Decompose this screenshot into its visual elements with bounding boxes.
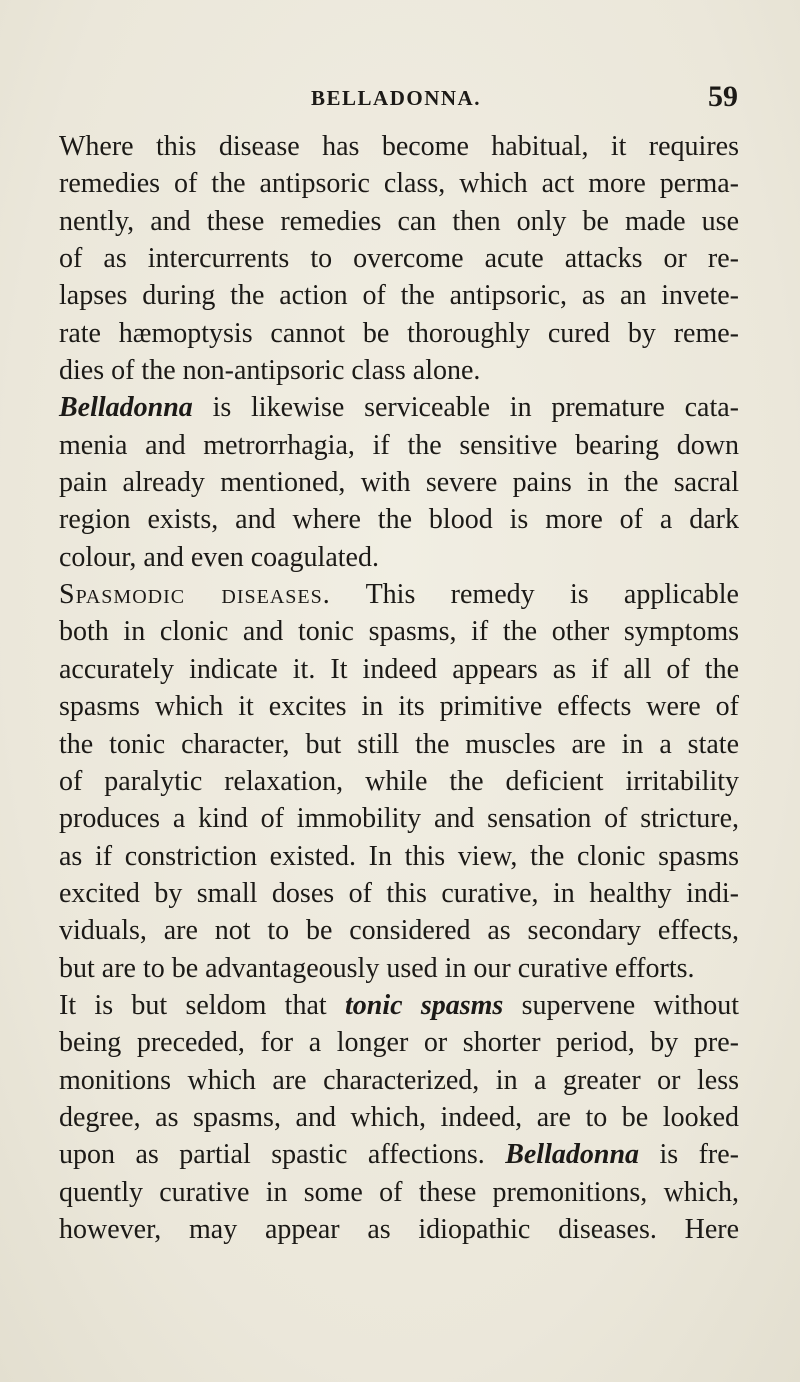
text-line (59, 987, 739, 1024)
running-title: BELLADONNA. (311, 86, 481, 110)
text-fragment: This remedy is applicable (330, 579, 739, 611)
text-line: dies of the non-antipsoric class alone. (59, 355, 481, 387)
text-line: as if constriction existed. In this view, the clonic spasms (59, 840, 739, 872)
text-fragment: is likewise serviceable in premature cata- (192, 392, 739, 424)
italic-term: Belladonna (505, 1139, 640, 1171)
text-line: pain already mentioned, with severe pains in the sacral (59, 467, 739, 499)
text-line: the tonic character, but still the muscles are in a state (59, 728, 739, 760)
text-line: lapses during the action of the antipsoric, as an invete- (59, 280, 739, 312)
italic-term: tonic spasms (344, 989, 504, 1021)
text-line (59, 389, 739, 426)
text-line (59, 576, 739, 613)
text-line: however, may appear as idiopathic diseases. Here (59, 1213, 739, 1245)
page-header (0, 80, 800, 118)
text-line: both in clonic and tonic spasms, if the other symptoms (59, 616, 739, 648)
text-line: of paralytic relaxation, while the deficient irritability (59, 765, 739, 797)
text-line: of as intercurrents to overcome acute attacks or re- (59, 243, 739, 275)
text-fragment: is fre- (639, 1139, 739, 1171)
page-number: 59 (708, 80, 738, 113)
text-fragment: It is but seldom that (59, 989, 345, 1021)
text-line: accurately indicate it. It indeed appears as if all of the (59, 653, 739, 685)
text-line: being preceded, for a longer or shorter period, by pre- (59, 1027, 739, 1059)
text-line (59, 1136, 739, 1173)
italic-term: Belladonna (59, 392, 193, 424)
text-fragment: upon as partial spastic affections. (59, 1139, 506, 1171)
text-line: region exists, and where the blood is more of a dark (59, 504, 739, 536)
text-line: menia and metrorrhagia, if the sensitive bearing down (59, 429, 739, 461)
text-line: colour, and even coagulated. (59, 541, 379, 573)
text-line: Where this disease has become habitual, it requires (59, 131, 739, 162)
text-line: remedies of the antipsoric class, which act more perma- (59, 168, 739, 200)
text-line: nently, and these remedies can then only be made use (59, 205, 739, 237)
body-text (59, 128, 739, 1248)
text-line: produces a kind of immobility and sensation of stricture, (59, 803, 739, 835)
text-line: rate hæmoptysis cannot be thoroughly cured by reme- (59, 317, 739, 349)
section-heading: Spasmodic diseases. (59, 579, 331, 611)
text-line: spasms which it excites in its primitive effects were of (59, 691, 739, 723)
text-fragment: supervene without (503, 989, 740, 1021)
text-line: excited by small doses of this curative, in healthy indi- (59, 877, 739, 909)
text-line: quently curative in some of these premonitions, which, (59, 1176, 739, 1208)
text-line: viduals, are not to be considered as secondary effects, (59, 915, 739, 947)
text-line: degree, as spasms, and which, indeed, are to be looked (59, 1101, 739, 1133)
text-line: monitions which are characterized, in a greater or less (59, 1064, 739, 1096)
text-line: but are to be advantageously used in our curative efforts. (59, 952, 695, 984)
